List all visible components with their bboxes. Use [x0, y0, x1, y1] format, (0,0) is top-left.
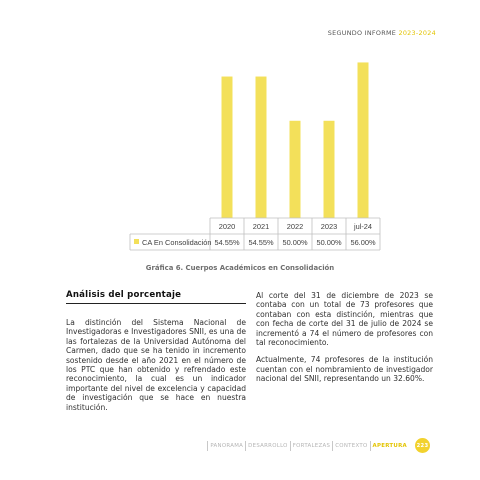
- right-paragraph-2: Actualmente, 74 profesores de la institución cuentan con el nombramiento de investigador nacional del SNII, representando un 32.60%.: [256, 355, 433, 384]
- right-column: [256, 291, 433, 392]
- footer-separator: [207, 441, 208, 451]
- footer-nav-apertura[interactable]: APERTURA: [372, 442, 407, 449]
- bar-2021: [256, 77, 267, 218]
- footer-separator: [370, 441, 371, 451]
- right-paragraph-1: Al corte del 31 de diciembre de 2023 se contaba con un total de 73 profesores que contaban con esta distinción, mientras que con fecha de corte del 31 de julio de 2024 se incrementó a 74 el número de profesores con tal reconocimiento.: [256, 291, 433, 348]
- data-label: 50.00%: [316, 238, 342, 247]
- x-tick-label: 2021: [252, 222, 270, 231]
- bar-2020: [222, 77, 233, 218]
- legend-swatch: [134, 239, 139, 244]
- x-tick-label: 2022: [286, 222, 304, 231]
- footer-nav-desarrollo[interactable]: DESARROLLO: [248, 442, 288, 449]
- x-tick-label: 2020: [218, 222, 236, 231]
- bar-2023: [324, 121, 335, 218]
- data-label: 50.00%: [282, 238, 308, 247]
- footer-nav-fortalezas[interactable]: FORTALEZAS: [292, 442, 331, 449]
- footer-separator: [332, 441, 333, 451]
- report-header-years: 2023-2024: [398, 29, 436, 37]
- left-column: [66, 318, 246, 420]
- bar-jul-24: [358, 62, 369, 218]
- footer-separator: [290, 441, 291, 451]
- bar-2022: [290, 121, 301, 218]
- data-label: 56.00%: [350, 238, 376, 247]
- chart-caption: Gráfica 6. Cuerpos Académicos en Consolidación: [145, 264, 335, 272]
- x-tick-label: jul-24: [353, 222, 373, 231]
- section-title-underline: [66, 303, 246, 304]
- footer-nav-panorama[interactable]: PANORAMA: [210, 442, 244, 449]
- footer-nav: [205, 438, 430, 453]
- footer-separator: [245, 441, 246, 451]
- x-tick-label: 2023: [320, 222, 338, 231]
- data-label: 54.55%: [248, 238, 274, 247]
- page-number-badge: 223: [415, 438, 430, 453]
- data-label: 54.55%: [214, 238, 240, 247]
- footer-nav-contexto[interactable]: CONTEXTO: [335, 442, 368, 449]
- legend-label: CA En Consolidación: [142, 238, 212, 247]
- report-header-title: SEGUNDO INFORME: [327, 29, 399, 37]
- left-paragraph: La distinción del Sistema Nacional de Investigadoras e Investigadores SNII, es una de las fortalezas de la Universidad Autónoma del Carmen, dado que se ha tenido in incremento sostenido desde el año 2021 en el número de los PTC que han obtenido y refrendado este reconocimiento, la cual es un indicador importante del nivel de excelencia y capacidad de investigación que se hace en nuestra institución.: [66, 318, 246, 412]
- section-title: Análisis del porcentaje: [66, 290, 182, 300]
